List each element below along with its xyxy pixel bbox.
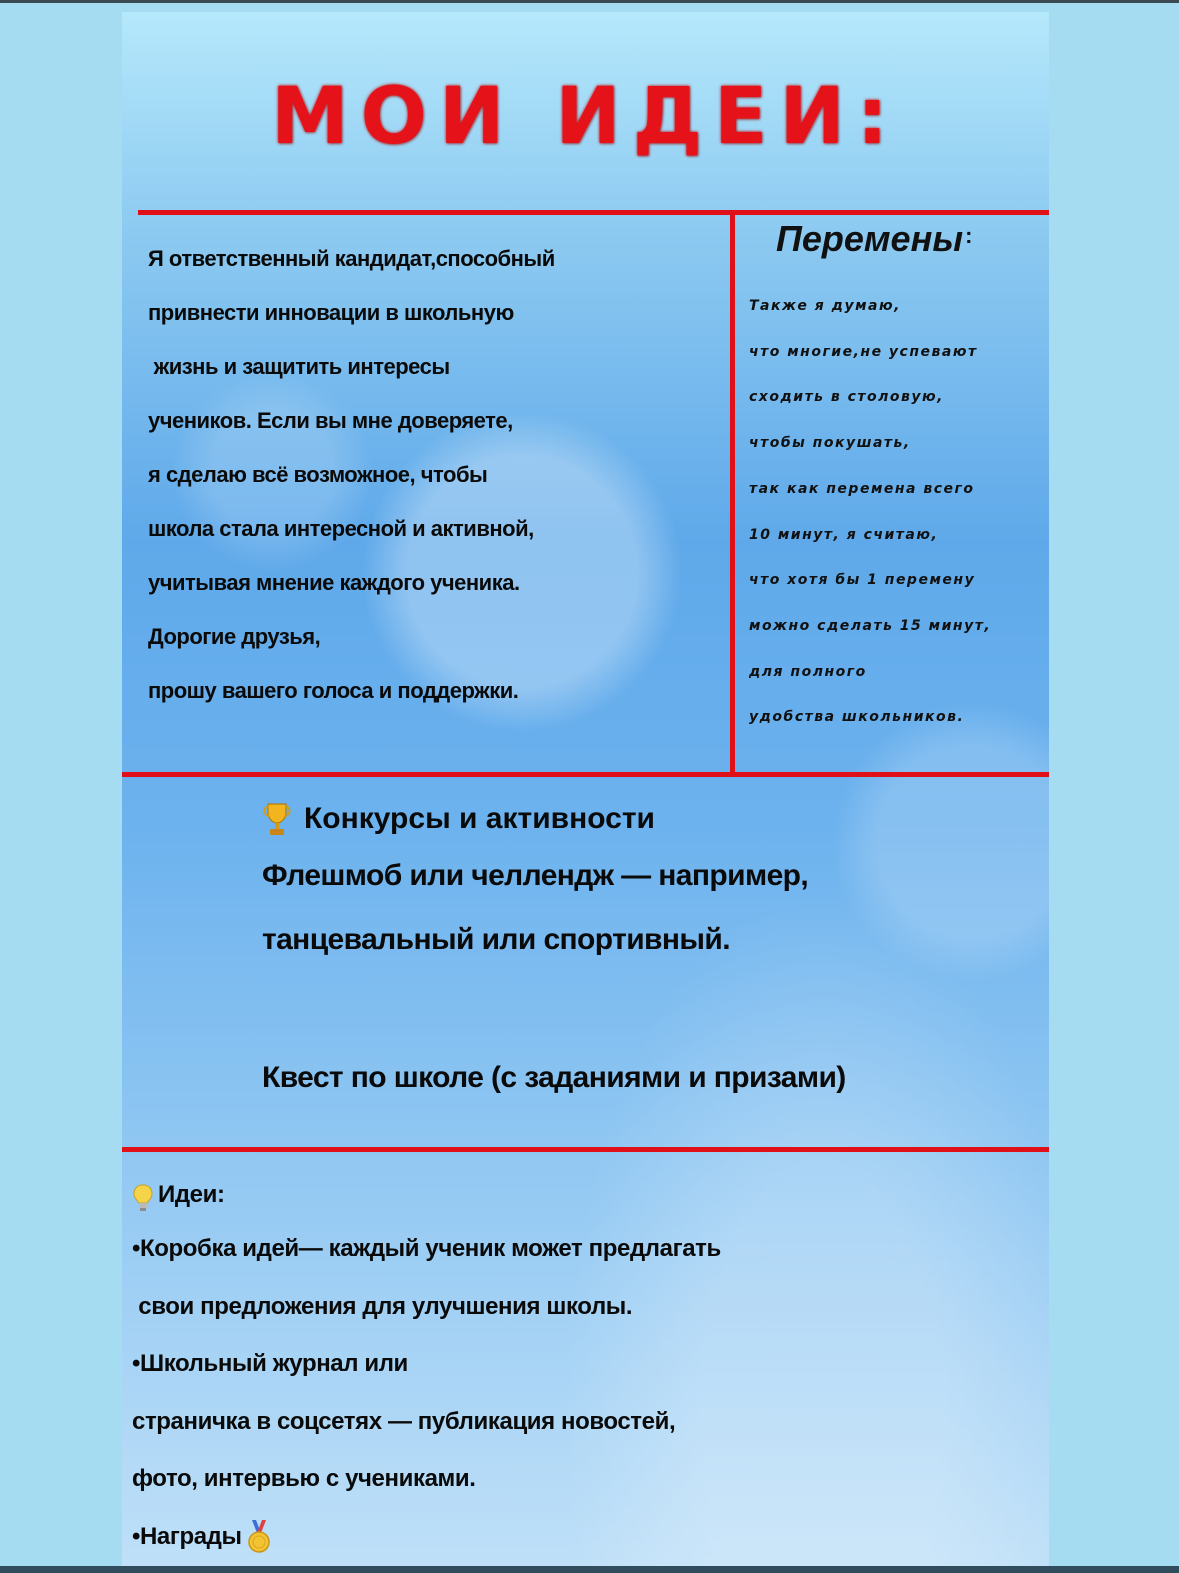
top-divider [138,210,1049,215]
ideas-line: страничка в соцсетях — публикация новостей, [132,1407,676,1435]
candidate-line: прошу вашего голоса и поддержки. [148,678,519,703]
column-divider [730,212,735,772]
ideas-line: •Школьный журнал или [132,1350,408,1377]
bottom-frame-edge [0,1566,1179,1573]
middle-divider [122,772,1049,777]
contests-heading [262,794,1042,844]
contests-section [262,794,1042,1110]
ideas-line: свои предложения для улучшения школы. [132,1292,633,1320]
poster [122,12,1049,1568]
quest-line: Квест по школе (с заданиями и призами) [262,1061,846,1094]
breaks-heading-colon: : [965,223,973,248]
awards-line [132,1508,1032,1566]
candidate-line: я сделаю всё возможное, чтобы [148,462,488,487]
ideas-section [132,1170,1032,1565]
candidate-line: Дорогие друзья, [148,624,321,649]
ideas-heading [132,1170,1032,1220]
contests-line: танцевальный или спортивный. [262,923,731,956]
page-title: МОИ ИДЕИ: [271,72,900,162]
candidate-line: привнести инновации в школьную [148,300,514,325]
candidate-line: Я ответственный кандидат,способный [148,246,555,271]
top-frame-edge [0,0,1179,3]
ideas-line: фото, интервью с учениками. [132,1465,476,1492]
breaks-line: что многие,не успевают [749,343,978,360]
breaks-line: удобства школьников. [749,709,965,726]
trophy-icon [262,802,292,838]
candidate-line: школа стала интересной и активной, [148,516,534,541]
breaks-line: что хотя бы 1 перемену [749,572,976,589]
awards-text: •Награды [132,1522,242,1550]
breaks-heading [776,218,972,260]
breaks-line: так как перемена всего [749,480,975,497]
candidate-statement [148,232,718,718]
candidate-line: учеников. Если вы мне доверяете, [148,408,513,433]
ideas-heading-text: Идеи: [158,1181,225,1208]
lower-divider [122,1147,1049,1152]
breaks-line: для полного [749,663,867,680]
breaks-heading-text: Перемены [776,218,964,259]
lightbulb-icon [132,1181,154,1211]
breaks-line: чтобы покушать, [749,435,911,452]
breaks-line: Также я думаю, [749,298,901,314]
breaks-line: 10 минут, я считаю, [749,526,939,543]
breaks-line: можно сделать 15 минут, [749,617,992,634]
ideas-line: •Коробка идей— каждый ученик может предлагать [132,1235,721,1262]
breaks-proposal [749,284,1049,741]
contests-heading-text: Конкурсы и активности [304,802,655,835]
contests-line: Флешмоб или челлендж — например, [262,859,809,892]
contests-spacer [262,972,1042,1046]
breaks-line: сходить в столовую, [749,389,944,406]
candidate-line: учитывая мнение каждого ученика. [148,570,520,595]
candidate-line: жизнь и защитить интересы [148,354,450,379]
medal-icon [246,1519,272,1555]
